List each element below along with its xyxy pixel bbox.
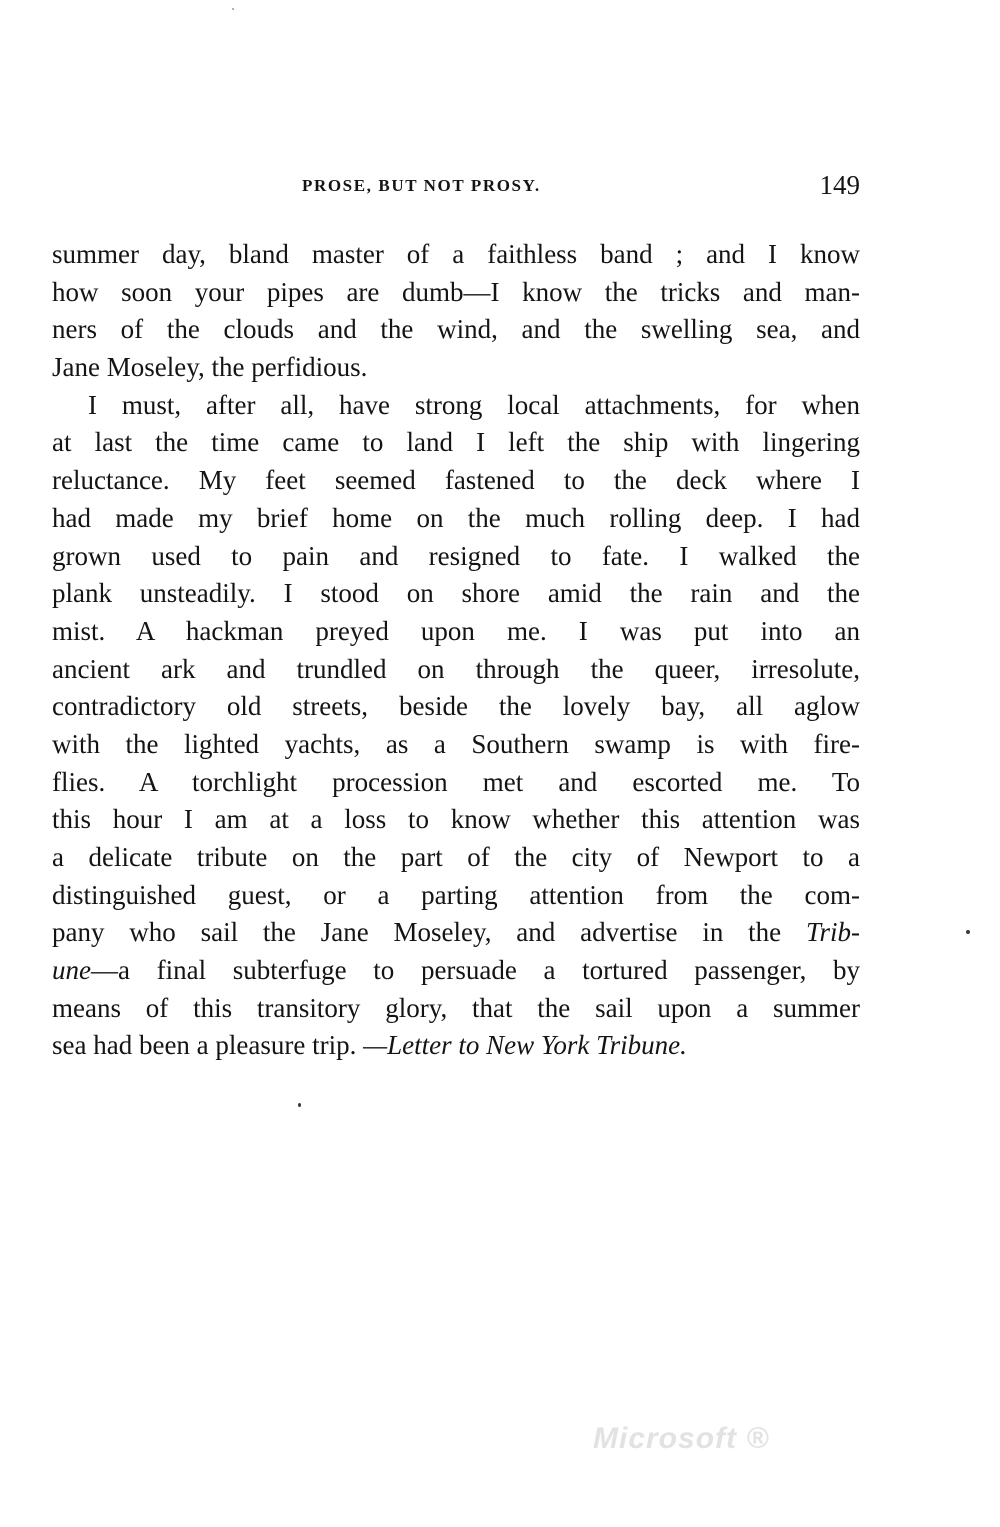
line-roman-part: —a final subterfuge to persuade a tortured passenger, by	[90, 955, 860, 986]
body-text	[52, 236, 860, 1065]
text-line: a delicate tribute on the part of the city of Newport to a	[52, 842, 860, 872]
text-line: ners of the clouds and the wind, and the swelling sea, and	[52, 314, 860, 345]
text-line: reluctance. My feet seemed fastened to the deck where I	[52, 465, 860, 496]
page-number: 149	[819, 170, 860, 200]
scan-speck	[966, 930, 970, 934]
text-line: with the lighted yachts, as a Southern swamp is with fire-	[52, 728, 860, 759]
text-line: how soon your pipes are dumb—I know the tricks and man-	[52, 276, 860, 307]
text-line: summer day, bland master of a faithless band ; and I know	[52, 239, 860, 269]
line-roman-part: pany who sail the Jane Moseley, and advertise in the	[52, 917, 782, 948]
text-line: grown used to pain and resigned to fate. I walked the	[52, 540, 860, 571]
text-line: at last the time came to land I left the ship with lingering	[52, 427, 860, 458]
text-line: ancient ark and trundled on through the queer, irresolute,	[52, 653, 860, 684]
text-line: plank unsteadily. I stood on shore amid the rain and the	[52, 578, 860, 609]
text-line: mist. A hackman preyed upon me. I was put into an	[52, 615, 860, 646]
watermark: Microsoft ®	[593, 1422, 770, 1455]
text-line-mixed	[52, 1027, 860, 1065]
italic-word: une	[52, 955, 91, 986]
text-line: this hour I am at a loss to know whether this attention was	[52, 804, 860, 835]
text-line-mixed	[52, 952, 860, 990]
scan-speck	[298, 1103, 301, 1107]
running-head	[52, 170, 860, 204]
text-line-mixed	[52, 914, 860, 952]
text-line: had made my brief home on the much rolling deep. I had	[52, 502, 860, 533]
text-line: flies. A torchlight procession met and escorted me. To	[52, 766, 860, 797]
source-attribution: —Letter to New York Tribune.	[363, 1030, 687, 1061]
italic-word: Trib-	[805, 917, 860, 948]
line-roman-part: sea had been a pleasure trip.	[52, 1030, 364, 1061]
text-line: I must, after all, have strong local attachments, for when	[88, 389, 860, 420]
text-line: means of this transitory glory, that the sail upon a summer	[52, 992, 860, 1023]
text-line: Jane Moseley, the perfidious.	[52, 352, 368, 383]
scan-speck	[232, 8, 234, 10]
running-title: PROSE, BUT NOT PROSY.	[302, 176, 541, 195]
text-line: distinguished guest, or a parting attention from the com-	[52, 879, 860, 910]
text-line: contradictory old streets, beside the lovely bay, all aglow	[52, 691, 860, 722]
